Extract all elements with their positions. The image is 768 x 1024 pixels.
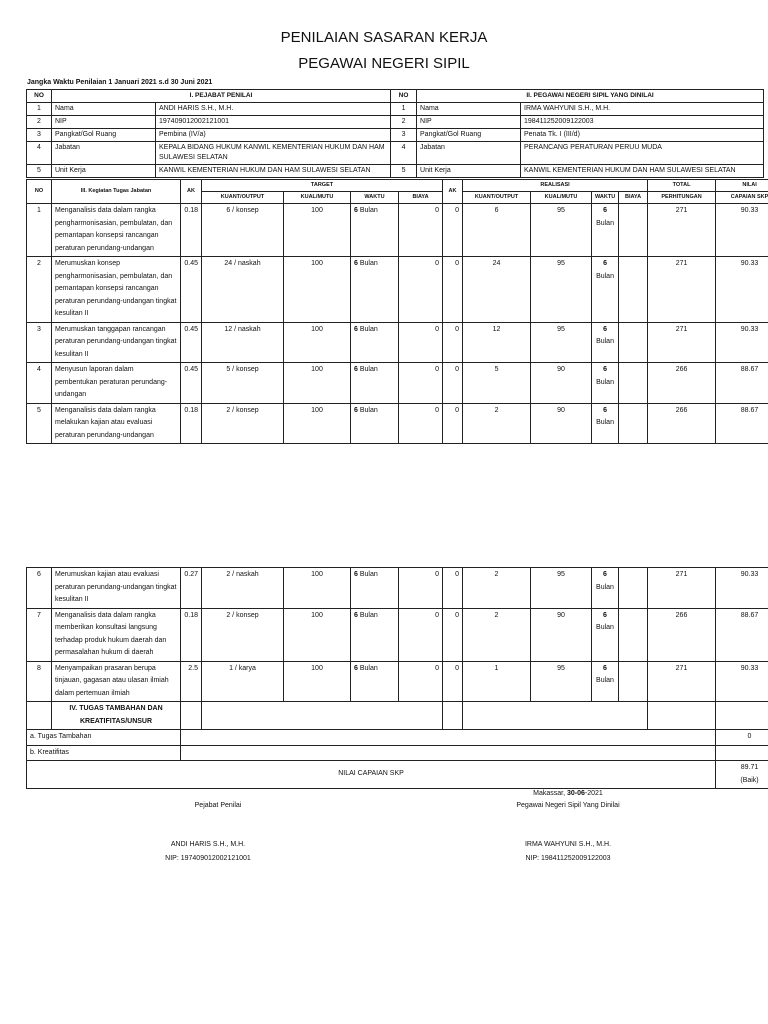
task-header-row-1 <box>27 180 768 192</box>
real-ak: 0 <box>443 608 463 661</box>
kreatifitas-row <box>27 745 768 761</box>
employee-role: Pegawai Negeri Sipil Yang Dinilai <box>516 802 620 809</box>
task-nilai: 90.33 <box>716 322 768 363</box>
target-kuant: 2 / konsep <box>202 403 284 444</box>
task-kegiatan: Menyampaikan prasaran berupa tinjauan, gagasan atau ulasan ilmiah dalam pertemuan ilmiah <box>52 661 181 702</box>
real-biaya <box>619 661 648 702</box>
assessor-section-title: I. PEJABAT PENILAI <box>52 90 391 103</box>
task-ak: 0.27 <box>181 568 202 609</box>
target-biaya: 0 <box>399 661 443 702</box>
task-ak: 0.45 <box>181 322 202 363</box>
identity-label-right: Pangkat/Gol Ruang <box>417 129 521 142</box>
real-waktu: 6 Bulan <box>592 661 619 702</box>
task-no: 5 <box>27 403 52 444</box>
identity-no: 2 <box>27 116 52 129</box>
target-kuant: 24 / naskah <box>202 257 284 323</box>
target-biaya: 0 <box>399 568 443 609</box>
task-nilai: 90.33 <box>716 568 768 609</box>
identity-label: Nama <box>52 103 156 116</box>
kreatifitas-label: b. Kreatifitas <box>27 745 181 761</box>
summary-label: NILAI CAPAIAN SKP <box>27 761 716 789</box>
real-kual: 95 <box>531 204 592 257</box>
tasks-table-part2 <box>26 567 768 789</box>
target-biaya: 0 <box>399 403 443 444</box>
assessor-value: KANWIL KEMENTERIAN HUKUM DAN HAM SULAWESI SELATAN <box>156 165 391 178</box>
identity-table <box>26 89 764 178</box>
target-kual: 100 <box>284 322 351 363</box>
real-waktu: 6 Bulan <box>592 257 619 323</box>
target-waktu: 6 Bulan <box>351 403 399 444</box>
task-kegiatan: Menganalisis data dalam rangka pengharmonisasian, pembulatan, dan pemantapan konsepsi rancangan peraturan perundang-undangan <box>52 204 181 257</box>
identity-label: NIP <box>52 116 156 129</box>
real-waktu: 6 Bulan <box>592 568 619 609</box>
real-kuant: 2 <box>463 403 531 444</box>
task-no: 8 <box>27 661 52 702</box>
target-biaya: 0 <box>399 257 443 323</box>
target-waktu: 6 Bulan <box>351 568 399 609</box>
employee-value: PERANCANG PERATURAN PERUU MUDA <box>521 142 764 165</box>
target-waktu-header: WAKTU <box>351 192 399 204</box>
target-waktu: 6 Bulan <box>351 661 399 702</box>
col-no-right: NO <box>391 90 417 103</box>
task-no: 6 <box>27 568 52 609</box>
target-kual: 100 <box>284 204 351 257</box>
tugas-tambahan-value: 0 <box>716 730 768 746</box>
summary-value-cell <box>716 761 768 789</box>
real-waktu: 6 Bulan <box>592 363 619 404</box>
identity-row <box>27 165 764 178</box>
employee-nip: NIP: 198411252009122003 <box>525 855 611 862</box>
task-nilai: 90.33 <box>716 204 768 257</box>
real-biaya-header: BIAYA <box>619 192 648 204</box>
task-col-realisasi: REALISASI <box>463 180 648 192</box>
target-waktu: 6 Bulan <box>351 363 399 404</box>
identity-header-row <box>27 90 764 103</box>
tugas-tambahan-label: a. Tugas Tambahan <box>27 730 181 746</box>
task-col-nilai: NILAI <box>716 180 768 192</box>
task-kegiatan: Menganalisis data dalam rangka melakukan kajian atau evaluasi peraturan perundang-undangan <box>52 403 181 444</box>
task-col-ak-realisasi: AK <box>443 180 463 204</box>
target-waktu: 6 Bulan <box>351 257 399 323</box>
identity-row <box>27 129 764 142</box>
task-kegiatan: Menyusun laporan dalam pembentukan peraturan perundang-undangan <box>52 363 181 404</box>
target-kual-header: KUAL/MUTU <box>284 192 351 204</box>
nilai-capaian-header: CAPAIAN SKP <box>716 192 768 204</box>
task-ak: 0.45 <box>181 257 202 323</box>
task-row <box>27 363 768 404</box>
real-biaya <box>619 608 648 661</box>
identity-no-right: 4 <box>391 142 417 165</box>
task-total: 266 <box>648 403 716 444</box>
extra-section-header <box>27 702 768 730</box>
target-kual: 100 <box>284 661 351 702</box>
real-kuant: 24 <box>463 257 531 323</box>
target-kuant: 6 / konsep <box>202 204 284 257</box>
target-biaya: 0 <box>399 608 443 661</box>
target-waktu: 6 Bulan <box>351 608 399 661</box>
target-waktu: 6 Bulan <box>351 322 399 363</box>
task-no: 4 <box>27 363 52 404</box>
real-kuant: 2 <box>463 568 531 609</box>
real-waktu-header: WAKTU <box>592 192 619 204</box>
real-waktu: 6 Bulan <box>592 608 619 661</box>
task-row <box>27 204 768 257</box>
real-kual: 95 <box>531 257 592 323</box>
real-kual: 90 <box>531 403 592 444</box>
assessor-role: Pejabat Penilai <box>194 802 242 809</box>
target-kual: 100 <box>284 363 351 404</box>
real-kual: 90 <box>531 363 592 404</box>
real-waktu: 6 Bulan <box>592 322 619 363</box>
real-kual: 95 <box>531 568 592 609</box>
real-kuant: 5 <box>463 363 531 404</box>
identity-label-right: Nama <box>417 103 521 116</box>
task-row <box>27 608 768 661</box>
task-col-total: TOTAL <box>648 180 716 192</box>
real-biaya <box>619 403 648 444</box>
real-kuant: 2 <box>463 608 531 661</box>
task-total: 271 <box>648 661 716 702</box>
assessor-value: 197409012002121001 <box>156 116 391 129</box>
real-biaya <box>619 204 648 257</box>
identity-no: 5 <box>27 165 52 178</box>
identity-label-right: NIP <box>417 116 521 129</box>
task-ak: 0.18 <box>181 608 202 661</box>
tasks-table-part1 <box>26 179 768 444</box>
real-waktu: 6 Bulan <box>592 204 619 257</box>
page-subtitle: PEGAWAI NEGERI SIPIL <box>298 55 470 72</box>
assessor-value: ANDI HARIS S.H., M.H. <box>156 103 391 116</box>
identity-label: Jabatan <box>52 142 156 165</box>
task-col-no: NO <box>27 180 52 204</box>
real-kual: 90 <box>531 608 592 661</box>
real-ak: 0 <box>443 322 463 363</box>
identity-no: 4 <box>27 142 52 165</box>
real-waktu: 6 Bulan <box>592 403 619 444</box>
task-ak: 2.5 <box>181 661 202 702</box>
task-no: 3 <box>27 322 52 363</box>
identity-label: Pangkat/Gol Ruang <box>52 129 156 142</box>
identity-no-right: 3 <box>391 129 417 142</box>
task-ak: 0.18 <box>181 204 202 257</box>
employee-value: 198411252009122003 <box>521 116 764 129</box>
page-title: PENILAIAN SASARAN KERJA <box>280 29 488 46</box>
target-kuant: 12 / naskah <box>202 322 284 363</box>
task-kegiatan: Menganalisis data dalam rangka memberikan konsultasi langsung terhadap produk hukum daerah dan permasalahan hukum di daerah <box>52 608 181 661</box>
identity-row <box>27 142 764 165</box>
target-kuant: 2 / naskah <box>202 568 284 609</box>
identity-label: Unit Kerja <box>52 165 156 178</box>
task-no: 2 <box>27 257 52 323</box>
task-kegiatan: Merumuskan tanggapan rancangan peraturan perundang-undangan tingkat kesulitan II <box>52 322 181 363</box>
target-kuant: 2 / konsep <box>202 608 284 661</box>
assessment-period: Jangka Waktu Penilaian 1 Januari 2021 s.d 30 Juni 2021 <box>27 79 213 86</box>
identity-no-right: 2 <box>391 116 417 129</box>
real-kual: 95 <box>531 322 592 363</box>
task-row <box>27 568 768 609</box>
identity-label-right: Jabatan <box>417 142 521 165</box>
kreatifitas-value <box>716 745 768 761</box>
task-ak: 0.45 <box>181 363 202 404</box>
real-ak: 0 <box>443 661 463 702</box>
target-kual: 100 <box>284 608 351 661</box>
summary-grade: (Baik) <box>740 776 759 784</box>
employee-name: IRMA WAHYUNI S.H., M.H. <box>524 841 612 848</box>
target-kuant: 5 / konsep <box>202 363 284 404</box>
identity-row <box>27 116 764 129</box>
task-nilai: 90.33 <box>716 257 768 323</box>
task-kegiatan: Merumuskan kajian atau evaluasi peraturan perundang-undangan tingkat kesulitan II <box>52 568 181 609</box>
target-biaya: 0 <box>399 322 443 363</box>
real-kuant: 12 <box>463 322 531 363</box>
target-biaya: 0 <box>399 363 443 404</box>
real-ak: 0 <box>443 204 463 257</box>
task-ak: 0.18 <box>181 403 202 444</box>
assessor-nip: NIP: 197409012002121001 <box>165 855 251 862</box>
target-waktu: 6 Bulan <box>351 204 399 257</box>
identity-no-right: 5 <box>391 165 417 178</box>
identity-label-right: Unit Kerja <box>417 165 521 178</box>
task-kegiatan: Merumuskan konsep pengharmonisasian, pembulatan, dan pemantapan konsepsi rancangan peraturan perundang-undangan tingkat kesulitan II <box>52 257 181 323</box>
target-kuant: 1 / karya <box>202 661 284 702</box>
employee-value: KANWIL KEMENTERIAN HUKUM DAN HAM SULAWESI SELATAN <box>521 165 764 178</box>
task-col-ak: AK <box>181 180 202 204</box>
summary-value: 89.71 <box>740 764 759 771</box>
real-biaya <box>619 322 648 363</box>
target-biaya: 0 <box>399 204 443 257</box>
target-kual: 100 <box>284 568 351 609</box>
employee-section-title: II. PEGAWAI NEGERI SIPIL YANG DINILAI <box>417 90 764 103</box>
identity-no: 3 <box>27 129 52 142</box>
extra-section-title: IV. TUGAS TAMBAHAN DAN KREATIFITAS/UNSUR <box>52 702 181 730</box>
assessor-value: KEPALA BIDANG HUKUM KANWIL KEMENTERIAN HUKUM DAN HAM SULAWESI SELATAN <box>156 142 391 165</box>
identity-no: 1 <box>27 103 52 116</box>
real-kuant: 6 <box>463 204 531 257</box>
task-col-kegiatan: III. Kegiatan Tugas Jabatan <box>52 180 181 204</box>
summary-row <box>27 761 768 789</box>
target-biaya-header: BIAYA <box>399 192 443 204</box>
task-total: 266 <box>648 608 716 661</box>
col-no-left: NO <box>27 90 52 103</box>
real-biaya <box>619 363 648 404</box>
task-total: 266 <box>648 363 716 404</box>
task-no: 1 <box>27 204 52 257</box>
task-row <box>27 403 768 444</box>
real-ak: 0 <box>443 568 463 609</box>
assessor-value: Pembina (IV/a) <box>156 129 391 142</box>
target-kuant-header: KUANT/OUTPUT <box>202 192 284 204</box>
employee-value: IRMA WAHYUNI S.H., M.H. <box>521 103 764 116</box>
real-biaya <box>619 257 648 323</box>
total-perhitungan-header: PERHITUNGAN <box>648 192 716 204</box>
task-nilai: 88.67 <box>716 363 768 404</box>
task-total: 271 <box>648 322 716 363</box>
real-kuant: 1 <box>463 661 531 702</box>
real-ak: 0 <box>443 257 463 323</box>
real-ak: 0 <box>443 403 463 444</box>
task-total: 271 <box>648 568 716 609</box>
task-row <box>27 322 768 363</box>
real-kual-header: KUAL/MUTU <box>531 192 592 204</box>
real-biaya <box>619 568 648 609</box>
real-kuant-header: KUANT/OUTPUT <box>463 192 531 204</box>
identity-row <box>27 103 764 116</box>
task-total: 271 <box>648 257 716 323</box>
identity-no-right: 1 <box>391 103 417 116</box>
assessor-name: ANDI HARIS S.H., M.H. <box>170 841 246 848</box>
task-total: 271 <box>648 204 716 257</box>
tugas-tambahan-row <box>27 730 768 746</box>
signing-place-date: Makassar, 30-06-2021 <box>533 790 603 797</box>
employee-value: Penata Tk. I (III/d) <box>521 129 764 142</box>
task-nilai: 88.67 <box>716 403 768 444</box>
target-kual: 100 <box>284 257 351 323</box>
target-kual: 100 <box>284 403 351 444</box>
task-no: 7 <box>27 608 52 661</box>
real-ak: 0 <box>443 363 463 404</box>
task-nilai: 88.67 <box>716 608 768 661</box>
task-row <box>27 257 768 323</box>
task-col-target: TARGET <box>202 180 443 192</box>
task-nilai: 90.33 <box>716 661 768 702</box>
real-kual: 95 <box>531 661 592 702</box>
task-row <box>27 661 768 702</box>
